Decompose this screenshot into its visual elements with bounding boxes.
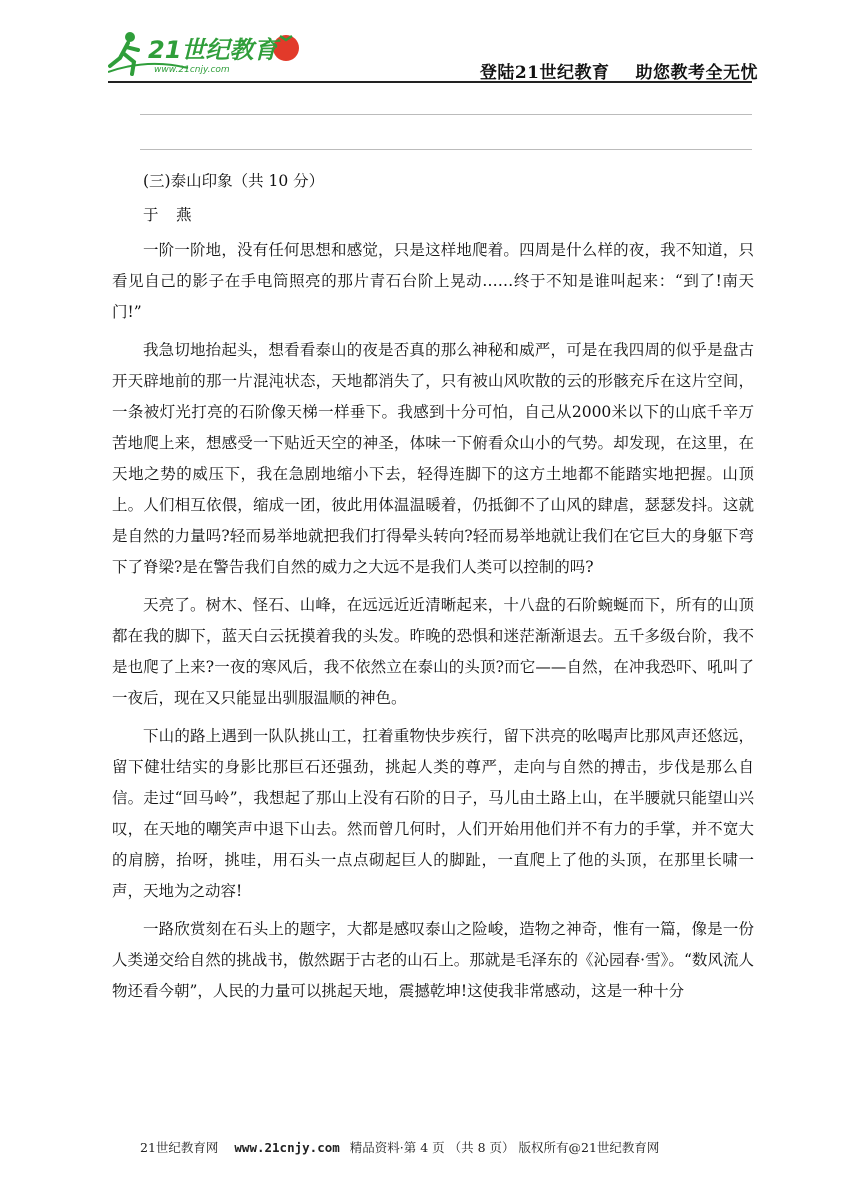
article-paragraph: 一路欣赏刻在石头上的题字，大都是感叹泰山之险峻，造物之神奇，惟有一篇，像是一份人类递交给自然的挑战书，傲然踞于古老的山石上。那就是毛泽东的《沁园春·雪》。“数风流人物还看今朝”，人民的力量可以挑起天地，震撼乾坤!这使我非常感动，这是一种十分: [112, 920, 754, 1000]
answer-line: [140, 114, 752, 115]
logo-text: 21世纪教育: [148, 36, 278, 64]
section-heading: (三)泰山印象（共 10 分）: [143, 172, 325, 190]
slogan-left: 登陆21世纪教育: [479, 63, 610, 83]
logo-url-text: www.21cnjy.com: [154, 65, 230, 75]
article-paragraph: 一阶一阶地，没有任何思想和感觉，只是这样地爬着。四周是什么样的夜，我不知道，只看见自己的影子在手电筒照亮的那片青石台阶上晃动……终于不知是谁叫起来：“到了!南天门!”: [112, 241, 754, 321]
page-header: [0, 0, 860, 84]
header-slogan: [480, 58, 758, 83]
footer-info: 精品资料·第 4 页 （共 8 页） 版权所有@21世纪教育网: [349, 1140, 660, 1155]
article-paragraph: 我急切地抬起头，想看看泰山的夜是否真的那么神秘和威严，可是在我四周的似乎是盘古开天辟地前的那一片混沌状态，天地都消失了，只有被山风吹散的云的形骸充斥在这片空间，一条被灯光打亮的石阶像天梯一样垂下。我感到十分可怕，自己从2000米以下的山底千辛万苦地爬上来，想感受一下贴近天空的神圣，体味一下俯看众山小的气势。却发现，在这里，在天地之势的威压下，我在急剧地缩小下去，轻得连脚下的这方土地都不能踏实地把握。山顶上。人们相互依偎，缩成一团，彼此用体温温暖着，仍抵御不了山风的肆虐，瑟瑟发抖。这就是自然的力量吗?轻而易举地就把我们打得晕头转向?轻而易举地就让我们在它巨大的身躯下弯下了脊梁?是在警告我们自然的威力之大远不是我们人类可以控制的吗?: [112, 341, 754, 576]
footer-url: www.21cnjy.com: [234, 1140, 340, 1155]
footer-site: 21世纪教育网: [140, 1140, 219, 1155]
site-logo: [108, 28, 308, 78]
page-footer: [140, 1138, 659, 1156]
answer-line: [140, 149, 752, 150]
article-body: [112, 166, 754, 1014]
article-paragraph: 下山的路上遇到一队队挑山工，扛着重物快步疾行，留下洪亮的吆喝声比那风声还悠远，留下健壮结实的身影比那巨石还强劲，挑起人类的尊严，走向与自然的搏击，步伐是那么自信。走过“回马岭”，我想起了那山上没有石阶的日子，马儿由土路上山，在半腰就只能望山兴叹，在天地的嘲笑声中退下山去。然而曾几何时，人们开始用他们并不有力的手掌，并不宽大的肩膀，抬呀，挑哇，用石头一点点砌起巨人的脚趾，一直爬上了他的头顶，在那里长啸一声，天地为之动容!: [112, 727, 754, 900]
header-divider: [108, 81, 752, 83]
slogan-right: 助您教考全无忧: [635, 63, 758, 83]
article-author: 于 燕: [143, 206, 193, 224]
article-paragraph: 天亮了。树木、怪石、山峰，在远远近近清晰起来，十八盘的石阶蜿蜒而下，所有的山顶都在我的脚下，蓝天白云抚摸着我的头发。昨晚的恐惧和迷茫渐渐退去。五千多级台阶，我不是也爬了上来?一夜的寒风后，我不依然立在泰山的头顶?而它——自然，在冲我恐吓、吼叫了一夜后，现在又只能显出驯服温顺的神色。: [112, 596, 754, 707]
